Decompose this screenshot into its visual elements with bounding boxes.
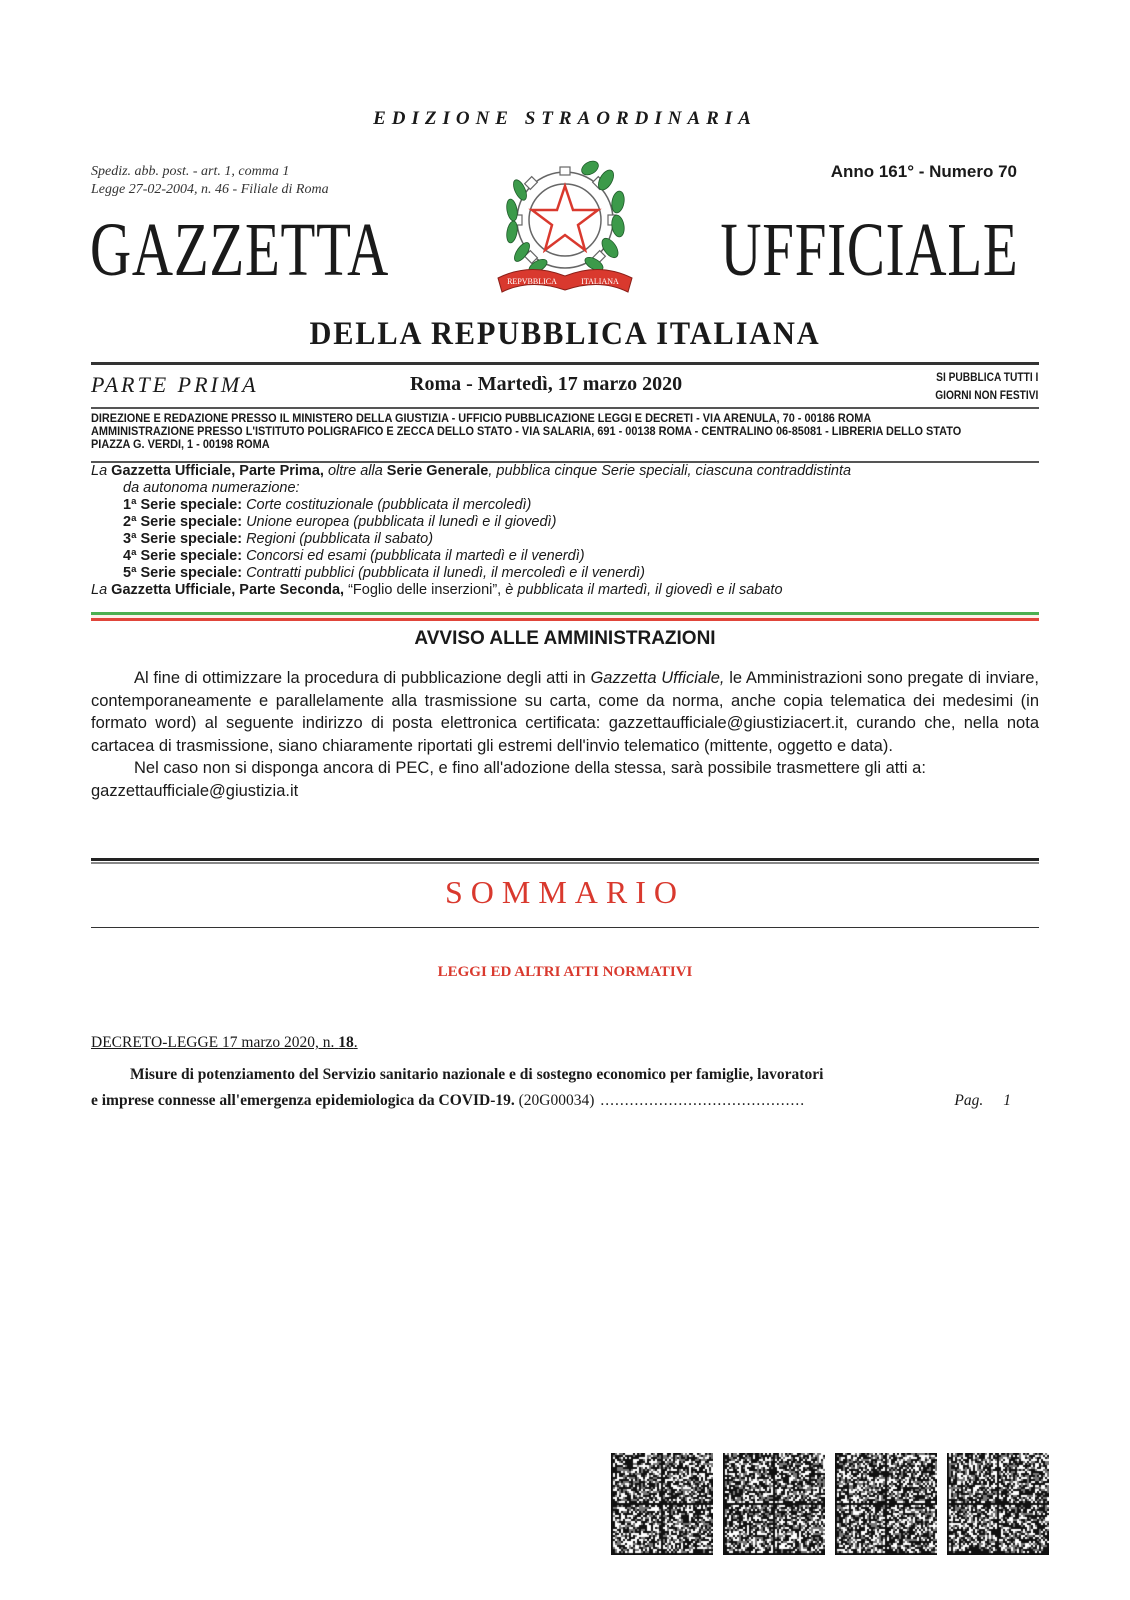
address-line-1: DIREZIONE E REDAZIONE PRESSO IL MINISTERO DELLA GIUSTIZIA - UFFICIO PUBBLICAZIONE LEGGI E DECRETI - VIA ARENULA, 70 - 00186 ROMA — [91, 411, 872, 425]
emblem-text-right: ITALIANA — [581, 277, 619, 286]
series-intro — [91, 463, 1039, 480]
series-item-label: 3ª Serie speciale: — [123, 531, 243, 547]
parte-seconda-line — [91, 582, 1039, 599]
notice-body — [91, 667, 1039, 802]
italian-republic-emblem-icon — [490, 150, 640, 300]
leader-dots: .......................................... — [600, 1092, 806, 1109]
series-item — [91, 531, 1039, 548]
series-item-text: Corte costituzionale (pubblicata il mercoledì) — [246, 497, 532, 513]
datamatrix-code-icon — [835, 1453, 937, 1555]
page-label: Pag. — [954, 1092, 984, 1109]
parte-seconda-rest: è pubblicata il martedì, il giovedì e il sabato — [505, 582, 783, 598]
series-intro-la: La — [91, 463, 108, 479]
decree-number: 18 — [338, 1034, 354, 1051]
address-line-3: PIAZZA G. VERDI, 1 - 00198 ROMA — [91, 437, 270, 451]
edition-label: EDIZIONE STRAORDINARIA — [373, 108, 757, 129]
series-intro-rest: , pubblica cinque Serie speciali, ciascuna contraddistinta — [488, 463, 852, 479]
datamatrix-code-icon — [723, 1453, 825, 1555]
masthead-title-left: GAZZETTA — [90, 208, 390, 292]
address-line-2: AMMINISTRAZIONE PRESSO L'ISTITUTO POLIGRAFICO E ZECCA DELLO STATO - VIA SALARIA, 691 - 00138 ROMA - CENTRALINO 06-85081 - LIBRERIA DELLO STATO — [91, 424, 962, 438]
emblem-text-left: REPVBBLICA — [507, 277, 557, 286]
page-number[interactable]: 1 — [1003, 1092, 1011, 1109]
shipping-line-2: Legge 27-02-2004, n. 46 - Filiale di Roma — [91, 182, 329, 197]
decree-title-line-2-text: e imprese connesse all'emergenza epidemiologica da COVID-19. — [91, 1092, 515, 1109]
flag-stripe-red — [91, 618, 1039, 621]
issue-number: Anno 161° - Numero 70 — [830, 162, 1017, 181]
decree-heading-suffix: . — [353, 1034, 358, 1051]
shipping-line-1: Spediz. abb. post. - art. 1, comma 1 — [91, 164, 290, 179]
part-label: PARTE PRIMA — [91, 372, 259, 397]
divider — [91, 407, 1039, 409]
parte-seconda-bold: Gazzetta Ufficiale, Parte Seconda, — [111, 582, 345, 598]
notice-title: AVVISO ALLE AMMINISTRAZIONI — [414, 628, 716, 649]
series-item — [91, 565, 1039, 582]
parte-seconda-quote: “Foglio delle inserzioni”, — [348, 582, 502, 598]
address-block — [91, 412, 1037, 451]
decree-code: (20G00034) — [518, 1092, 595, 1109]
series-item-label: 4ª Serie speciale: — [123, 548, 243, 564]
series-item-text: Regioni (pubblicata il sabato) — [246, 531, 434, 547]
series-item — [91, 497, 1039, 514]
series-item-label: 5ª Serie speciale: — [123, 565, 243, 581]
series-item-text: Unione europea (pubblicata il lunedì e il giovedì) — [246, 514, 557, 530]
divider — [91, 862, 1039, 864]
datamatrix-code-icon — [611, 1453, 713, 1555]
notice-p1-start: Al fine di ottimizzare la procedura di pubblicazione degli atti in — [134, 669, 586, 687]
series-intro-bold: Gazzetta Ufficiale, Parte Prima, — [111, 463, 324, 479]
publication-frequency-line-2: GIORNI NON FESTIVI — [934, 388, 1038, 402]
series-intro-line2: da autonoma numerazione: — [123, 480, 300, 496]
divider — [91, 362, 1039, 365]
datamatrix-codes — [611, 1453, 1049, 1555]
series-intro-italic: oltre alla — [327, 463, 383, 479]
decree-heading[interactable] — [91, 1034, 358, 1052]
datamatrix-code-icon — [947, 1453, 1049, 1555]
publication-frequency — [935, 368, 1038, 404]
decree-heading-prefix: DECRETO-LEGGE 17 marzo 2020, n. — [91, 1034, 335, 1051]
section-heading: LEGGI ED ALTRI ATTI NORMATIVI — [437, 964, 693, 980]
notice-paragraph-2: Nel caso non si disponga ancora di PEC, e fino all'adozione della stessa, sarà possibile trasmettere gli atti a: — [134, 759, 926, 777]
notice-p1-rest: le Amministrazioni sono pregate di inviare, contemporaneamente e parallelamente alla trasmissione su carta, come da norma, anche copia telematica dei medesimi (in formato word) al seguente indirizzo di posta elettronica certificata: gazzettaufficiale@giustiziacert.it, curando che, nella nota cartacea di trasmissione, siano chiaramente riportati gli estremi dell'invio telematico (mittente, oggetto e data). — [91, 669, 1039, 755]
notice-email-link[interactable]: gazzettaufficiale@giustizia.it — [91, 781, 299, 800]
publication-frequency-line-1: SI PUBBLICA TUTTI I — [935, 370, 1038, 384]
notice-paragraph-1 — [91, 667, 1039, 757]
divider — [91, 927, 1039, 928]
series-item — [91, 514, 1039, 531]
divider — [91, 858, 1039, 861]
series-intro-bold2: Serie Generale — [386, 463, 489, 479]
shipping-info — [91, 163, 329, 199]
masthead-title-right: UFFICIALE — [719, 208, 1018, 292]
series-item — [91, 548, 1039, 565]
series-item-label: 1ª Serie speciale: — [123, 497, 243, 513]
series-item-text: Contratti pubblici (pubblicata il lunedì, il mercoledì e il venerdì) — [246, 565, 646, 581]
notice-p1-italic: Gazzetta Ufficiale, — [590, 669, 725, 687]
masthead-subtitle: DELLA REPUBBLICA ITALIANA — [309, 316, 821, 352]
publication-date: Roma - Martedì, 17 marzo 2020 — [410, 373, 683, 395]
parte-seconda-la: La — [91, 582, 108, 598]
series-item-text: Concorsi ed esami (pubblicata il martedì e il venerdì) — [246, 548, 585, 564]
series-item-label: 2ª Serie speciale: — [123, 514, 243, 530]
decree-title-line-1: Misure di potenziamento del Servizio sanitario nazionale e di sostegno economico per famiglie, lavoratori — [130, 1066, 824, 1083]
decree-title-line-2 — [91, 1092, 1031, 1110]
series-info — [91, 463, 1039, 599]
summary-title: SOMMARIO — [444, 874, 686, 910]
